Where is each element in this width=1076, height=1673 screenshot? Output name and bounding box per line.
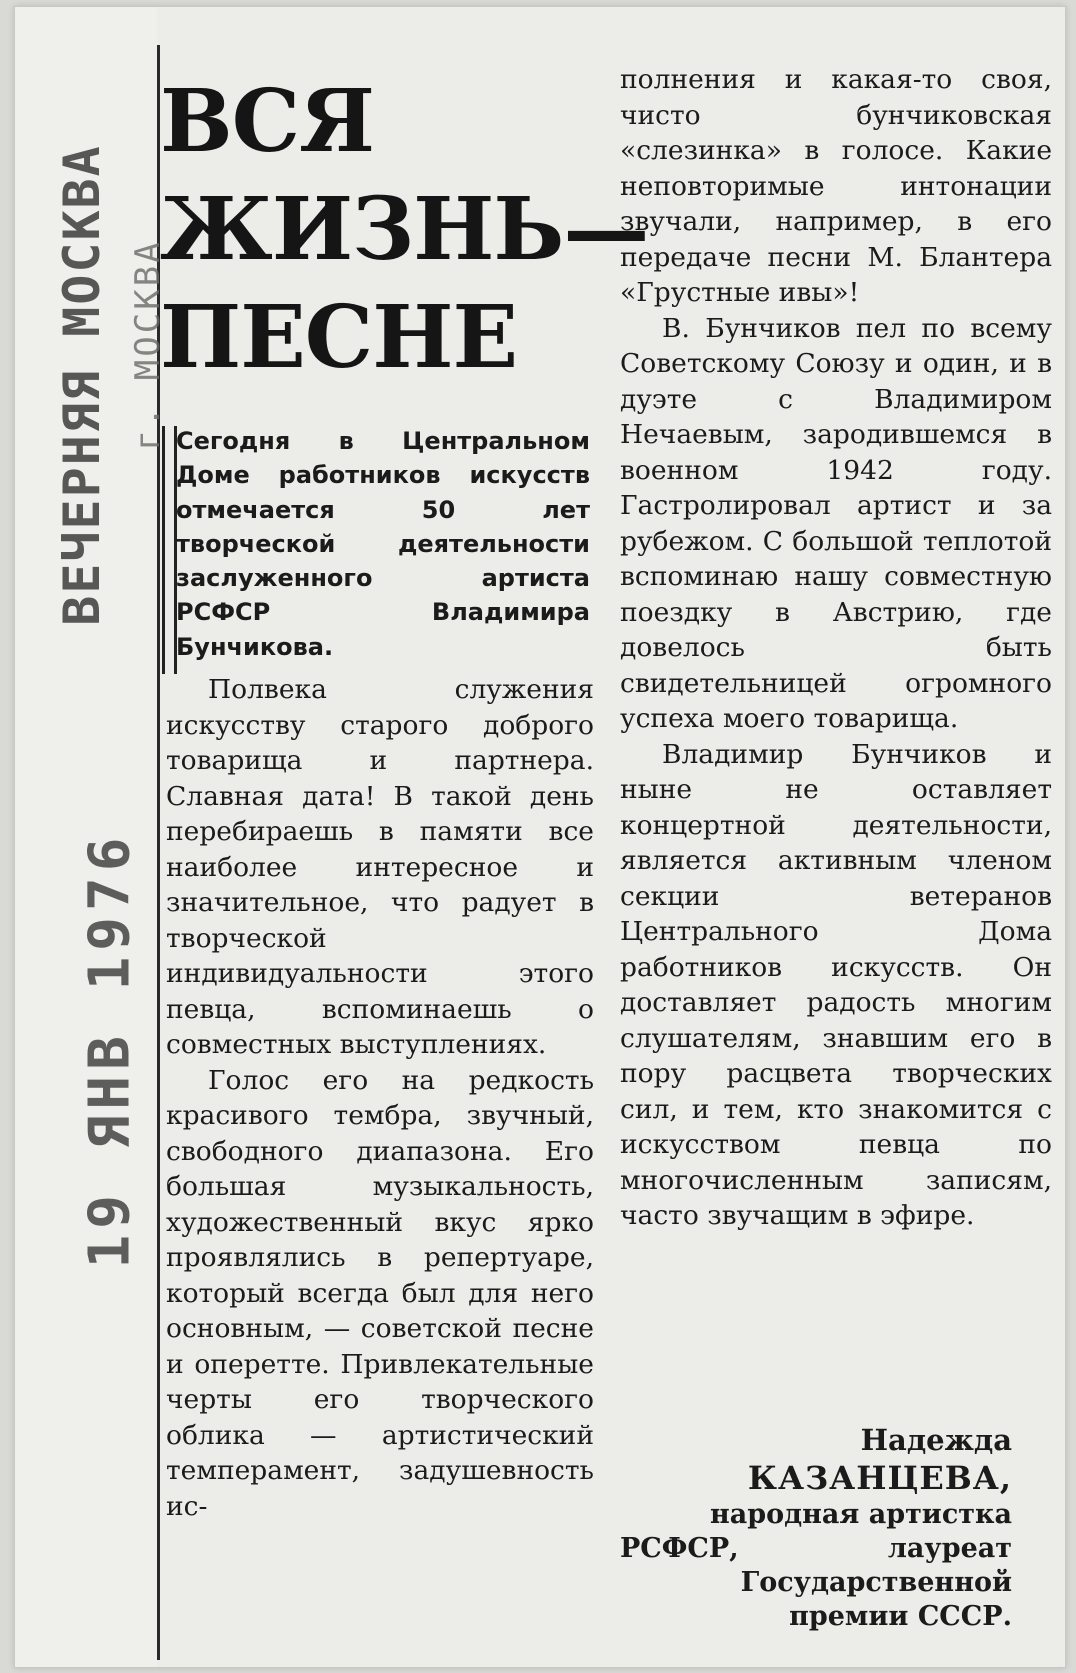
article-column-2	[620, 62, 1052, 1234]
lead-double-rule	[162, 426, 177, 674]
paragraph: Полвека служения искусству старого доброго товарища и партнера. Славная дата! В такой день перебираешь в памяти все наиболее интересное и значительное, что радует в творческой индивидуальности этого певца, вспоминаешь о совместных выступлениях.	[166, 674, 594, 1060]
headline-line-1: ВСЯ	[160, 71, 374, 172]
paragraph: Голос его на редкость красивого тембра, звучный, свободного диапазона. Его большая музыкальность, художественный вкус ярко проявлялись в репертуаре, который всегда был для него основным, — советской песне и оперетте. Привлекательные черты его творческого облика — артистический темперамент, задушевность ис-	[166, 1064, 594, 1522]
author-last-name: КАЗАНЦЕВА,	[747, 1459, 1012, 1497]
date-stamp: 19 ЯНВ 1976	[77, 831, 143, 1269]
author-title-line: РСФСР, лауреат	[620, 1533, 1012, 1564]
paragraph: Владимир Бунчиков и ныне не оставляет концертной деятельности, является активным членом секции ветеранов Центрального Дома работников искусств. Он доставляет радость многим слушателям, знавшим его в пору расцвета творческих сил, и тем, кто знакомится с искусством певца по многочисленным записям, часто звучащим в эфире.	[620, 738, 1052, 1231]
newspaper-stamp: ВЕЧЕРНЯЯ МОСКВА	[53, 144, 111, 626]
lead-paragraph: Сегодня в Центральном Доме работников искусств отмечается 50 лет творческой деятельности заслуженного артиста РСФСР Владимира Бунчикова.	[176, 427, 590, 661]
author-title-line: Государственной	[740, 1567, 1012, 1598]
author-title-line: народная артистка	[709, 1499, 1012, 1530]
paragraph: В. Бунчиков пел по всему Советскому Союзу и один, и в дуэте с Владимиром Нечаевым, зародившемся в военном 1942 году. Гастролировал артист и за рубежом. С большой теплотой вспоминаю нашу совместную поездку в Австрию, где довелось быть свидетельницей огромного успеха моего товарища.	[620, 312, 1052, 734]
headline	[160, 68, 649, 392]
paragraph: полнения и какая-то своя, чисто бунчиковская «слезинка» в голосе. Какие неповторимые интонации звучали, например, в его передаче песни М. Блантера «Грустные ивы»!	[620, 64, 1052, 308]
author-title-line: премии СССР.	[789, 1601, 1012, 1632]
city-stamp: г. МОСКВА	[128, 239, 168, 451]
headline-line-2: ЖИЗНЬ—	[160, 179, 649, 280]
headline-line-3: ПЕСНЕ	[160, 287, 518, 388]
article-column-1	[166, 672, 594, 1524]
author-signature	[620, 1422, 1012, 1634]
author-first-name: Надежда	[860, 1423, 1012, 1457]
